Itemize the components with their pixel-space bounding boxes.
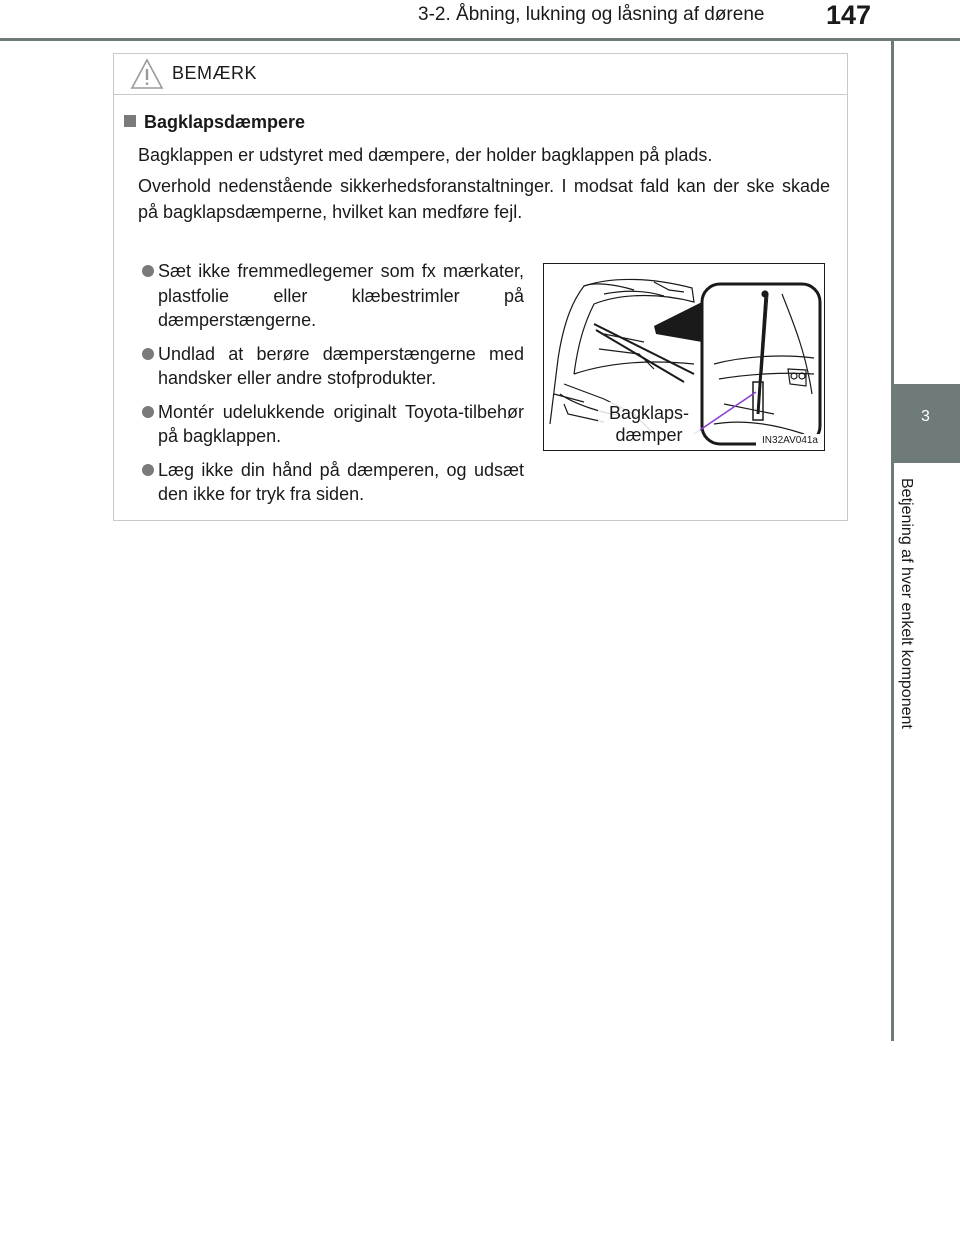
chapter-tab <box>891 384 960 463</box>
tailgate-damper-illustration <box>543 263 825 451</box>
chapter-title-vertical <box>897 478 921 778</box>
paragraph: Bagklappen er udstyret med dæmpere, der holder bagklappen på plads. <box>138 145 713 165</box>
bullet-text: Montér udelukkende originalt Toyota-tilbehør på bagklappen. <box>158 401 524 446</box>
note-title: BEMÆRK <box>172 63 258 83</box>
bullet-item <box>142 458 524 507</box>
bullet-item <box>142 259 524 333</box>
bullet-list <box>142 259 524 516</box>
running-header: 3-2. Åbning, lukning og låsning af dørene <box>418 4 765 25</box>
figure-label <box>598 402 700 446</box>
bullet-dot-icon <box>142 406 154 418</box>
section-heading <box>124 112 305 133</box>
note-box <box>113 53 848 521</box>
section-heading-text: Bagklapsdæmpere <box>144 112 306 132</box>
figure-label-line2: dæmper <box>615 425 683 445</box>
bullet-item <box>142 342 524 391</box>
figure-label-line1: Bagklaps- <box>608 403 690 423</box>
paragraph: Overhold nedenstående sikkerhedsforanstaltninger. I modsat fald kan der ske skade på bagklapsdæmperne, hvilket kan medføre fejl. <box>138 176 830 222</box>
chapter-title: Betjening af hver enkelt komponent <box>898 478 915 729</box>
bullet-text: Undlad at berøre dæmperstængerne med handsker eller andre stofprodukter. <box>158 343 524 388</box>
bullet-dot-icon <box>142 464 154 476</box>
figure-code: IN32AV041a <box>762 435 818 446</box>
bullet-dot-icon <box>142 348 154 360</box>
square-bullet-icon <box>124 115 136 127</box>
note-header <box>114 54 847 95</box>
chapter-number: 3 <box>921 408 930 425</box>
bullet-item <box>142 400 524 449</box>
page-number: 147 <box>826 0 872 30</box>
bullet-text: Sæt ikke fremmedlegemer som fx mærkater, plastfolie eller klæbestrimler på dæmperstængerne. <box>158 261 524 330</box>
warning-triangle-icon <box>130 58 164 90</box>
bullet-text: Læg ikke din hånd på dæmperen, og udsæt den ikke for tryk fra siden. <box>158 459 524 504</box>
header-rule <box>0 38 960 41</box>
bullet-dot-icon <box>142 265 154 277</box>
side-rule <box>891 41 894 1041</box>
